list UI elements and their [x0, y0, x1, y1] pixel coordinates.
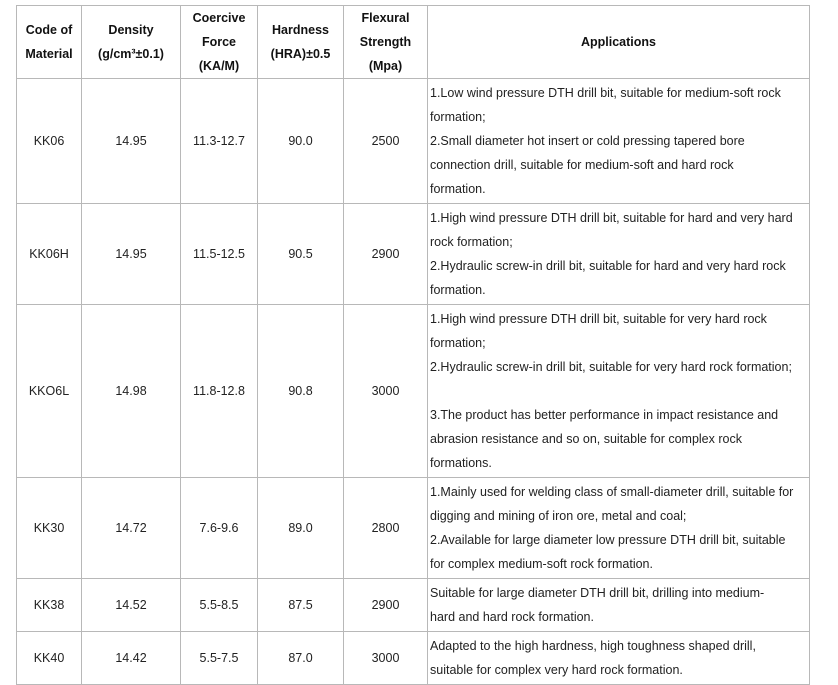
header-coercive-force	[181, 6, 258, 79]
application-line: hard and hard rock formation.	[430, 610, 594, 624]
header-code-line2: Material	[25, 47, 73, 61]
cell-hardness: 90.5	[258, 204, 344, 305]
application-line: 1.High wind pressure DTH drill bit, suitable for very hard rock	[430, 312, 767, 326]
application-line: 2.Small diameter hot insert or cold pressing tapered bore	[430, 134, 745, 148]
header-flexural-line2: Strength	[359, 35, 412, 49]
cell-hardness: 89.0	[258, 478, 344, 579]
cell-density: 14.72	[82, 478, 181, 579]
cell-code: KK40	[17, 632, 82, 685]
application-line: Adapted to the high hardness, high toughness shaped drill,	[430, 639, 756, 653]
header-flexural-line1: Flexural	[361, 11, 410, 25]
table-row	[17, 579, 810, 632]
application-line: formation.	[430, 182, 486, 196]
table-row	[17, 478, 810, 579]
cell-hardness: 87.0	[258, 632, 344, 685]
cell-applications	[428, 632, 810, 685]
cell-applications	[428, 478, 810, 579]
table-header-row	[17, 6, 810, 79]
cell-coercive: 11.8-12.8	[181, 305, 258, 478]
cell-code: KK06	[17, 79, 82, 204]
cell-flexural: 3000	[344, 305, 428, 478]
application-line: formation.	[430, 283, 486, 297]
cell-density: 14.52	[82, 579, 181, 632]
application-line: connection drill, suitable for medium-soft and hard rock	[430, 158, 734, 172]
application-line: 3.The product has better performance in impact resistance and	[430, 408, 779, 422]
header-flexural-line3: (Mpa)	[368, 59, 403, 73]
material-spec-table	[16, 5, 810, 685]
cell-density: 14.42	[82, 632, 181, 685]
cell-density: 14.98	[82, 305, 181, 478]
cell-flexural: 2800	[344, 478, 428, 579]
header-flexural-strength	[344, 6, 428, 79]
cell-code: KK06H	[17, 204, 82, 305]
cell-flexural: 2900	[344, 579, 428, 632]
cell-coercive: 5.5-8.5	[181, 579, 258, 632]
application-line: formation;	[430, 336, 486, 350]
cell-applications	[428, 305, 810, 478]
application-line: 2.Available for large diameter low pressure DTH drill bit, suitable	[430, 533, 786, 547]
table-row	[17, 204, 810, 305]
application-line: rock formation;	[430, 235, 513, 249]
cell-coercive: 7.6-9.6	[181, 478, 258, 579]
header-coercive-line3: (KA/M)	[198, 59, 240, 73]
header-code-of-material	[17, 6, 82, 79]
application-line: formations.	[430, 456, 492, 470]
table-row	[17, 632, 810, 685]
cell-flexural: 2500	[344, 79, 428, 204]
application-line	[430, 379, 809, 403]
application-line: 1.High wind pressure DTH drill bit, suitable for hard and very hard	[430, 211, 793, 225]
cell-coercive: 5.5-7.5	[181, 632, 258, 685]
header-density	[82, 6, 181, 79]
cell-coercive: 11.5-12.5	[181, 204, 258, 305]
header-coercive-line2: Force	[201, 35, 237, 49]
cell-applications	[428, 579, 810, 632]
header-density-line2: (g/cm³±0.1)	[98, 47, 164, 61]
application-line: digging and mining of iron ore, metal and coal;	[430, 509, 687, 523]
application-line: abrasion resistance and so on, suitable for complex rock	[430, 432, 742, 446]
application-line: 1.Low wind pressure DTH drill bit, suitable for medium-soft rock	[430, 86, 781, 100]
cell-hardness: 87.5	[258, 579, 344, 632]
application-line: suitable for complex very hard rock formation.	[430, 663, 683, 677]
application-line: 1.Mainly used for welding class of small-diameter drill, suitable for	[430, 485, 794, 499]
application-line: 2.Hydraulic screw-in drill bit, suitable for hard and very hard rock	[430, 259, 786, 273]
cell-hardness: 90.8	[258, 305, 344, 478]
header-hardness-line2: (HRA)±0.5	[270, 47, 331, 61]
application-line: for complex medium-soft rock formation.	[430, 557, 653, 571]
header-density-line1: Density	[108, 23, 154, 37]
cell-coercive: 11.3-12.7	[181, 79, 258, 204]
cell-applications	[428, 79, 810, 204]
header-hardness-line1: Hardness	[272, 23, 329, 37]
cell-code: KKO6L	[17, 305, 82, 478]
header-coercive-line1: Coercive	[192, 11, 246, 25]
application-line: Suitable for large diameter DTH drill bit, drilling into medium-	[430, 586, 765, 600]
cell-density: 14.95	[82, 79, 181, 204]
header-applications: Applications	[428, 6, 810, 79]
table-row	[17, 79, 810, 204]
application-line: 2.Hydraulic screw-in drill bit, suitable for very hard rock formation;	[430, 360, 792, 374]
header-code-line1: Code of	[25, 23, 73, 37]
cell-code: KK38	[17, 579, 82, 632]
table-row	[17, 305, 810, 478]
cell-flexural: 3000	[344, 632, 428, 685]
application-line: formation;	[430, 110, 486, 124]
header-hardness	[258, 6, 344, 79]
cell-code: KK30	[17, 478, 82, 579]
cell-hardness: 90.0	[258, 79, 344, 204]
cell-density: 14.95	[82, 204, 181, 305]
cell-flexural: 2900	[344, 204, 428, 305]
cell-applications	[428, 204, 810, 305]
